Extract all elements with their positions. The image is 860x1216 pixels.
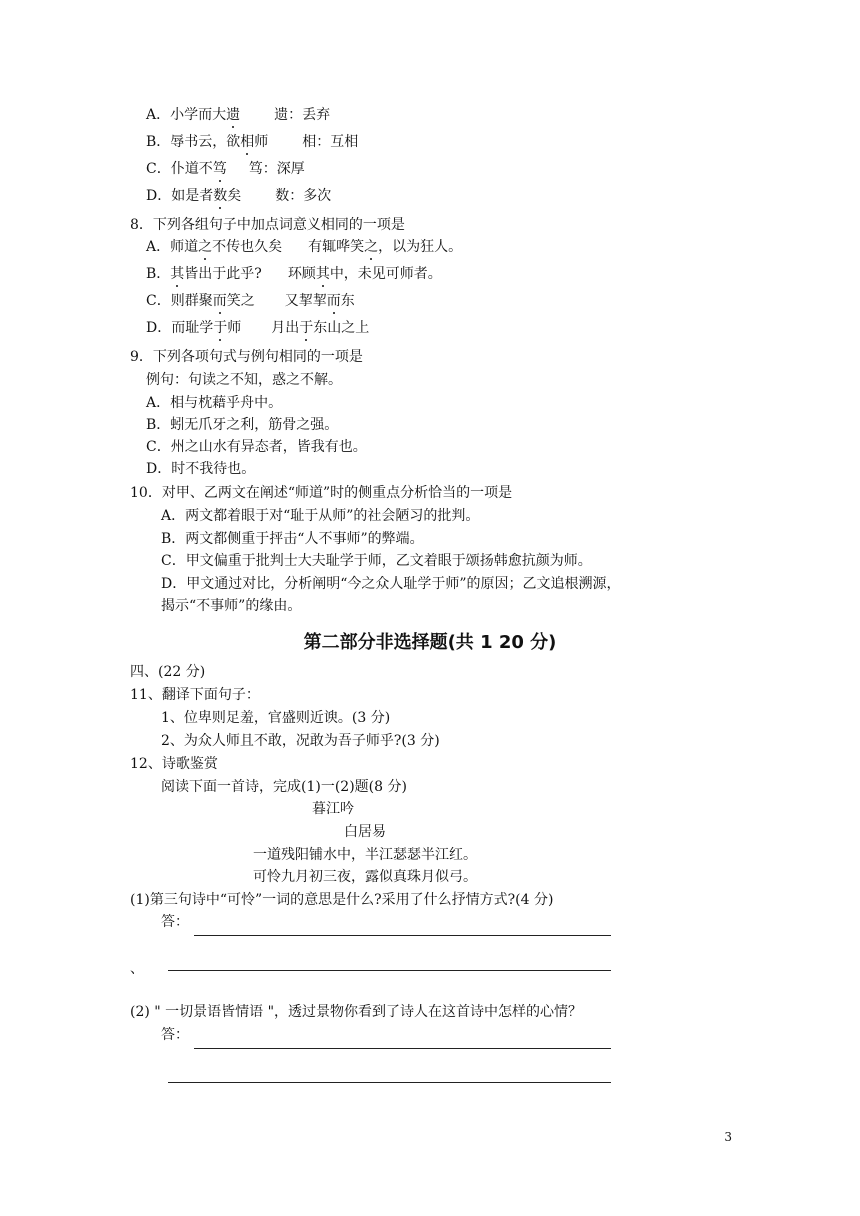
answer-line[interactable]	[168, 970, 611, 971]
q9-option-b: B．蚓无爪牙之利，筋骨之强。	[146, 417, 339, 433]
q11-sentence-1: 1、位卑则足羞，官盛则近谀。(3 分)	[161, 710, 391, 726]
q12-sub-question-2: (2) " 一切景语皆情语 "，透过景物你看到了诗人在这首诗中怎样的心情？	[130, 1004, 583, 1020]
q11-sentence-2: 2、为众人师且不敢，况敢为吾子师乎?(3 分)	[161, 733, 440, 749]
section-four-heading: 四、(22 分)	[130, 664, 206, 680]
q8-option-c: C．则群聚而笑之 又挈挈而东	[146, 293, 355, 309]
q10-option-b: B．两文都侧重于抨击“人不事师”的弊端。	[161, 531, 424, 547]
q9-stem: 9．下列各项句式与例句相同的一项是	[130, 349, 363, 365]
page-number: 3	[724, 1130, 732, 1144]
q10-stem: 10．对甲、乙两文在阐述“师道”时的侧重点分析恰当的一项是	[130, 485, 513, 501]
poem-title: 暮江吟	[312, 801, 354, 817]
q9-option-c: C．州之山水有异态者，皆我有也。	[146, 439, 367, 455]
answer-label-1: 答：	[161, 914, 189, 930]
q10-option-c: C．甲文偏重于批判士大夫耻学于师，乙文着眼于颂扬韩愈抗颜为师。	[161, 553, 592, 569]
part2-title: 第二部分非选择题(共 1 20 分)	[303, 632, 557, 653]
q7-option-d: D．如是者数矣 数：多次	[146, 188, 332, 204]
q12-stem: 12、诗歌鉴赏	[130, 756, 218, 772]
q8-option-d: D．而耻学于师 月出于东山之上	[146, 320, 370, 336]
poem-line-1: 一道残阳铺水中，半江瑟瑟半江红。	[253, 847, 477, 863]
poem-author: 白居易	[344, 824, 386, 840]
q10-option-d-line2: 揭示“不事师”的缘由。	[161, 598, 302, 614]
q7-option-b: B．辱书云，欲相师 相：互相	[146, 134, 359, 150]
q12-sub-question-1: (1)第三句诗中“可怜”一词的意思是什么?采用了什么抒情方式?(4 分)	[130, 892, 554, 908]
answer-line[interactable]	[194, 1048, 611, 1049]
q9-example: 例句：句读之不知，惑之不解。	[146, 372, 342, 388]
list-mark: 、	[130, 961, 144, 977]
q10-option-a: A．两文都着眼于对“耻于从师”的社会陋习的批判。	[161, 508, 480, 524]
q8-option-a: A．师道之不传也久矣 有辄哗笑之，以为狂人。	[146, 239, 463, 255]
q9-option-a: A．相与枕藉乎舟中。	[146, 395, 283, 411]
q10-option-d-line1: D．甲文通过对比，分析阐明“今之众人耻学于师”的原因；乙文追根溯源，	[161, 576, 621, 592]
q7-option-a: A．小学而大遗 遗：丢弃	[146, 107, 331, 123]
answer-line[interactable]	[194, 935, 611, 936]
q7-option-c: C．仆道不笃 笃：深厚	[146, 161, 305, 177]
q11-stem: 11、翻译下面句子：	[130, 687, 260, 703]
answer-label-2: 答：	[161, 1027, 189, 1043]
q9-option-d: D．时不我待也。	[146, 461, 256, 477]
answer-line[interactable]	[168, 1082, 611, 1083]
q8-stem: 8．下列各组句子中加点词意义相同的一项是	[130, 217, 405, 233]
poem-line-2: 可怜九月初三夜，露似真珠月似弓。	[253, 869, 477, 885]
q8-option-b: B．其皆出于此乎? 环顾其中，未见可师者。	[146, 266, 442, 282]
q12-intro: 阅读下面一首诗，完成(1)一(2)题(8 分)	[161, 779, 407, 795]
